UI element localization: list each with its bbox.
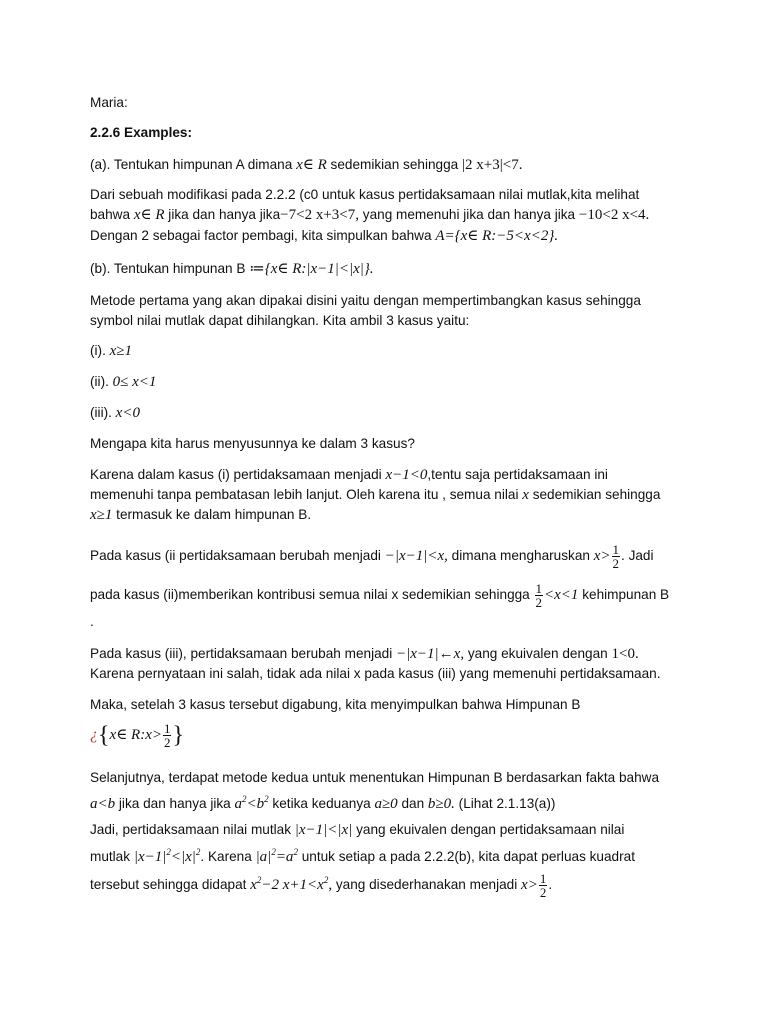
paragraph-5-line-2: Karena pernyataan ini salah, tidak ada nilai x pada kasus (iii) yang memenuhi pertidaksamaan. (90, 666, 661, 681)
paragraph-4-line-3: . (90, 614, 94, 629)
section-title: 2.2.6 Examples: (90, 125, 193, 140)
paragraph-5-line-1: Pada kasus (iii), pertidaksamaan berubah menjadi −|x−1|←x, yang ekuivalen dengan 1<0. (90, 646, 639, 662)
fraction-one-half: $\frac{1}{2}$ (163, 721, 171, 750)
example-a: (a). Tentukan himpunan A dimana x∈ R sedemikian sehingga |2 x+3|<7. (90, 157, 523, 173)
paragraph-4-line-2: pada kasus (ii)memberikan kontribusi semua nilai x sedemikian sehingga $\frac{1}{2}$ <x<1 kehimpunan B (90, 581, 670, 610)
question-line: Mengapa kita harus menyusunnya ke dalam 3 kasus? (90, 436, 415, 451)
author-line: Maria: (90, 95, 128, 110)
paragraph-1-line-2: bahwa x∈ R jika dan hanya jika−7<2 x+3<7, yang memenuhi jika dan hanya jika −10<2 x<4. (90, 207, 650, 223)
fraction-one-half: $\frac{1}{2}$ (535, 581, 543, 610)
paragraph-8-line-2: mutlak $|x-1|^2<|x|^2$. Karena $|a|^2=a^2$ untuk setiap a pada 2.2.2(b), kita dapat perluas kuadrat (90, 847, 635, 865)
paragraph-7-line-2: a<b jika dan hanya jika $a^2<b^2$ ketika keduanya a≥0 dan b≥0. (Lihat 2.1.13(a)) (90, 794, 556, 812)
paragraph-8-line-3: tersebut sehingga didapat $x^2-2$ $x+1<x^2$, yang disederhanakan menjadi x> $\frac{1}{2}$ . (90, 870, 553, 900)
case-2: (ii). 0≤ x<1 (90, 374, 157, 390)
paragraph-7-line-1: Selanjutnya, terdapat metode kedua untuk menentukan Himpunan B berdasarkan fakta bahwa (90, 770, 660, 785)
replacement-glyph: ¿ (90, 726, 98, 744)
paragraph-2-line-1: Metode pertama yang akan dipakai disini yaitu dengan mempertimbangkan kasus sehingga (90, 293, 641, 308)
paragraph-1-line-1: Dari sebuah modifikasi pada 2.2.2 (c0 untuk kasus pertidaksamaan nilai mutlak,kita melihat (90, 187, 640, 202)
paragraph-3-line-1: Karena dalam kasus (i) pertidaksamaan menjadi x−1<0,tentu saja pertidaksamaan ini (90, 467, 608, 483)
paragraph-3-line-2: memenuhi tanpa pembatasan lebih lanjut. Oleh karena itu , semua nilai x sedemikian sehingga (90, 487, 661, 503)
paragraph-4-line-1: Pada kasus (ii pertidaksamaan berubah menjadi −|x−1|<x, dimana mengharuskan x> $\frac{1}{2}$ . Jadi (90, 542, 654, 571)
paragraph-1-line-3: Dengan 2 sebagai factor pembagi, kita simpulkan bahwa A={x∈ R:−5<x<2}. (90, 228, 559, 244)
case-1: (i). x≥1 (90, 343, 133, 359)
paragraph-6-line-2: ¿{x∈ R:x> $\frac{1}{2}$ } (90, 721, 185, 750)
paragraph-3-line-3: x≥1 termasuk ke dalam himpunan B. (90, 507, 312, 523)
case-3: (iii). x<0 (90, 405, 140, 421)
fraction-one-half: $\frac{1}{2}$ (539, 870, 547, 900)
example-b: (b). Tentukan himpunan B ≔{x∈ R:|x−1|<|x|}. (90, 261, 374, 277)
paragraph-6-line-1: Maka, setelah 3 kasus tersebut digabung, kita menyimpulkan bahwa Himpunan B (90, 697, 581, 712)
fraction-one-half: $\frac{1}{2}$ (612, 542, 620, 571)
paragraph-2-line-2: symbol nilai mutlak dapat dihilangkan. Kita ambil 3 kasus yaitu: (90, 313, 470, 328)
paragraph-8-line-1: Jadi, pertidaksamaan nilai mutlak |x−1|<|x| yang ekuivalen dengan pertidaksamaan nilai (90, 822, 625, 838)
